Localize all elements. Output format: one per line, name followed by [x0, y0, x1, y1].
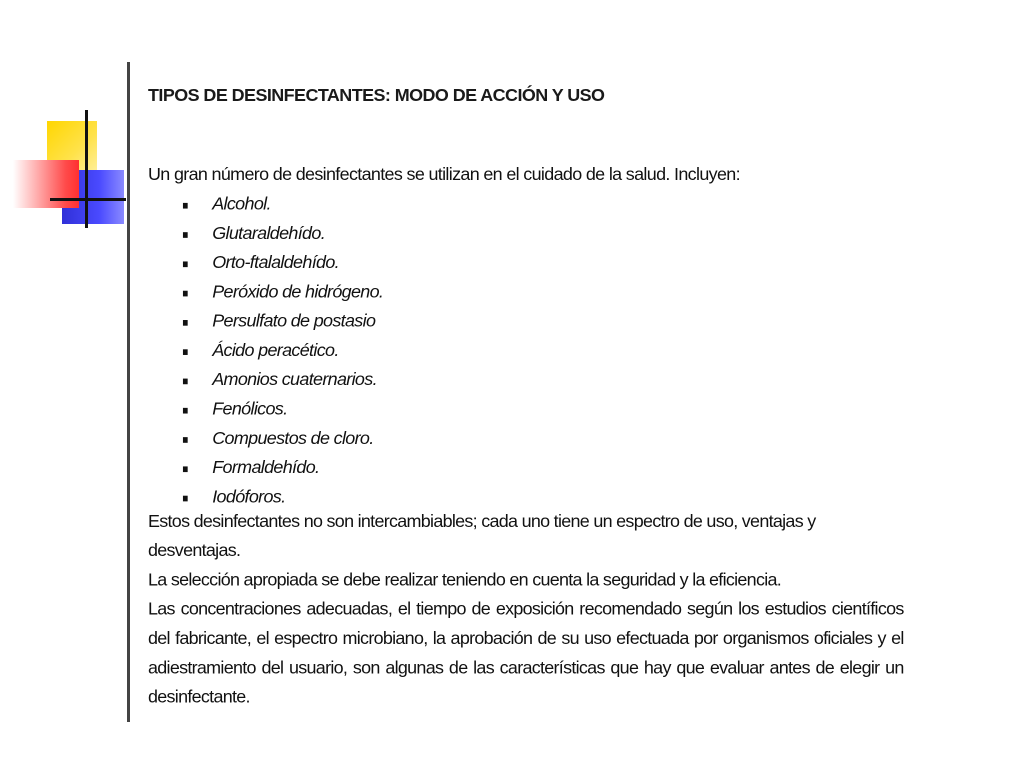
paragraph-interchangeability: Estos desinfectantes no son intercambiables; cada uno tiene un espectro de uso, ventajas y desventajas. — [148, 511, 816, 561]
square-bullet-icon — [183, 379, 188, 385]
crosshair-vertical-line-icon — [85, 110, 88, 228]
square-bullet-icon — [183, 408, 188, 414]
list-item — [148, 368, 904, 397]
list-item-label: Glutaraldehído. — [212, 223, 326, 244]
list-item-label: Orto-ftalaldehído. — [212, 252, 340, 273]
list-item — [148, 222, 904, 251]
list-item-label: Fenólicos. — [212, 399, 288, 420]
square-bullet-icon — [183, 261, 188, 267]
square-bullet-icon — [183, 466, 188, 472]
list-item — [148, 456, 904, 485]
list-item — [148, 280, 904, 309]
square-bullet-icon — [183, 496, 188, 502]
list-item-label: Compuestos de cloro. — [212, 428, 374, 449]
list-item-label: Ácido peracético. — [212, 340, 339, 361]
paragraph-selection: La selección apropiada se debe realizar teniendo en cuenta la seguridad y la eficiencia. — [148, 570, 782, 591]
list-item-label: Iodóforos. — [212, 487, 286, 508]
slide-content — [148, 82, 904, 712]
square-bullet-icon — [183, 349, 188, 355]
disinfectant-list — [148, 193, 904, 515]
vertical-divider — [127, 62, 130, 722]
square-bullet-icon — [183, 203, 188, 209]
square-bullet-icon — [183, 437, 188, 443]
square-bullet-icon — [183, 291, 188, 297]
list-item — [148, 397, 904, 426]
intro-text: Un gran número de desinfectantes se utilizan en el cuidado de la salud. Incluyen: — [148, 165, 740, 185]
list-item-label: Persulfato de postasio — [212, 311, 376, 332]
square-bullet-icon — [183, 320, 188, 326]
list-item — [148, 193, 904, 222]
list-item-label: Alcohol. — [212, 194, 271, 215]
list-item — [148, 427, 904, 456]
list-item — [148, 251, 904, 280]
list-item — [148, 310, 904, 339]
list-item — [148, 339, 904, 368]
list-item — [148, 485, 904, 514]
list-item-label: Peróxido de hidrógeno. — [212, 282, 384, 303]
list-item-label: Formaldehído. — [212, 457, 320, 478]
list-item-label: Amonios cuaternarios. — [212, 370, 377, 390]
crosshair-horizontal-line-icon — [50, 198, 126, 201]
square-bullet-icon — [183, 232, 188, 238]
paragraph-characteristics: Las concentraciones adecuadas, el tiempo de exposición recomendado según los estudios científicos del fabricante, el espectro microbiano, la aprobación de su uso efectuada por organismos oficiales y el adiestramiento del usuario, son algunas de las características que hay que evaluar antes de elegir un desinfectante. — [148, 599, 904, 708]
slide-title: TIPOS DE DESINFECTANTES: MODO DE ACCIÓN Y USO — [148, 85, 605, 106]
